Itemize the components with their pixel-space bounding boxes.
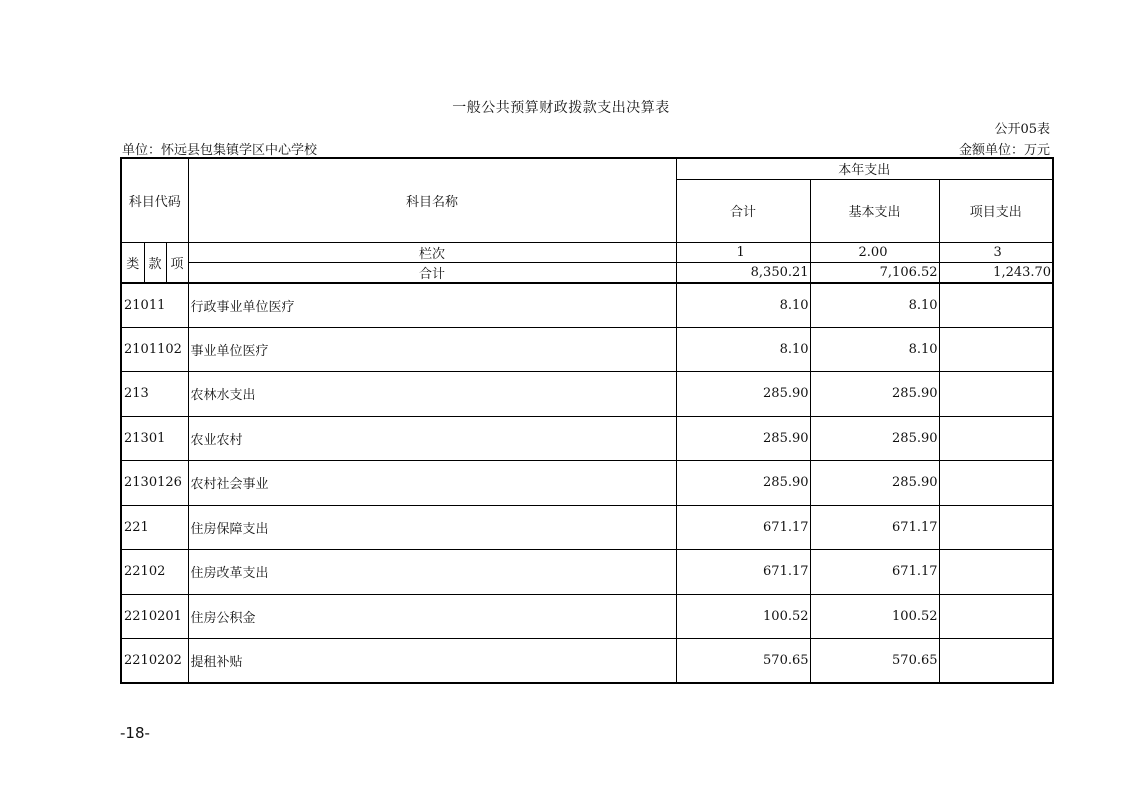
row-basic: 8.10 [810, 283, 939, 328]
header-project: 项目支出 [939, 179, 1053, 242]
row-name: 住房保障支出 [188, 505, 676, 550]
row-name: 农业农村 [188, 416, 676, 461]
header-subject-code: 科目代码 [121, 158, 188, 242]
row-basic: 285.90 [810, 416, 939, 461]
row-total: 285.90 [676, 461, 810, 506]
header-lanci: 栏次 [188, 242, 676, 262]
header-subject-name: 科目名称 [188, 158, 676, 242]
col-index-2: 2.00 [810, 242, 939, 262]
sum-basic: 7,106.52 [810, 262, 939, 283]
header-kuan: 款 [144, 242, 166, 283]
row-name: 农村社会事业 [188, 461, 676, 506]
row-name: 住房公积金 [188, 594, 676, 639]
row-project [939, 461, 1053, 506]
row-basic: 671.17 [810, 550, 939, 595]
row-total: 570.65 [676, 639, 810, 684]
table-row [121, 461, 1053, 506]
row-code: 213 [121, 372, 188, 417]
table-row [121, 505, 1053, 550]
amount-unit: 金额单位：万元 [958, 143, 1050, 158]
page-number: -18- [120, 724, 150, 742]
sum-total: 8,350.21 [676, 262, 810, 283]
row-code: 2210202 [121, 639, 188, 684]
table-row [121, 327, 1053, 372]
row-project [939, 505, 1053, 550]
sum-label: 合计 [188, 262, 676, 283]
header-cat: 类 [121, 242, 144, 283]
row-basic: 285.90 [810, 461, 939, 506]
col-index-1: 1 [676, 242, 810, 262]
row-basic: 8.10 [810, 327, 939, 372]
row-code: 21301 [121, 416, 188, 461]
row-name: 提租补贴 [188, 639, 676, 684]
row-code: 2130126 [121, 461, 188, 506]
row-project [939, 550, 1053, 595]
row-project [939, 283, 1053, 328]
row-code: 221 [121, 505, 188, 550]
row-project [939, 327, 1053, 372]
header-basic: 基本支出 [810, 179, 939, 242]
row-total: 671.17 [676, 505, 810, 550]
table-row [121, 550, 1053, 595]
row-name: 农林水支出 [188, 372, 676, 417]
row-name: 住房改革支出 [188, 550, 676, 595]
row-project [939, 372, 1053, 417]
report-title: 一般公共预算财政拨款支出决算表 [452, 100, 670, 116]
table-row [121, 639, 1053, 684]
row-name: 行政事业单位医疗 [188, 283, 676, 328]
row-total: 285.90 [676, 416, 810, 461]
row-total: 100.52 [676, 594, 810, 639]
row-code: 2101102 [121, 327, 188, 372]
header-total: 合计 [676, 179, 810, 242]
header-xiang: 项 [166, 242, 188, 283]
row-project [939, 639, 1053, 684]
row-basic: 570.65 [810, 639, 939, 684]
row-basic: 100.52 [810, 594, 939, 639]
row-total: 671.17 [676, 550, 810, 595]
header-year-expense: 本年支出 [676, 158, 1053, 179]
row-code: 21011 [121, 283, 188, 328]
row-basic: 671.17 [810, 505, 939, 550]
table-row [121, 416, 1053, 461]
col-index-3: 3 [939, 242, 1053, 262]
row-total: 8.10 [676, 327, 810, 372]
row-total: 8.10 [676, 283, 810, 328]
expense-table [120, 157, 1054, 684]
row-project [939, 594, 1053, 639]
row-name: 事业单位医疗 [188, 327, 676, 372]
sum-project: 1,243.70 [939, 262, 1053, 283]
table-row [121, 594, 1053, 639]
table-row [121, 372, 1053, 417]
form-number: 公开05表 [994, 122, 1050, 137]
reporting-unit: 单位：怀远县包集镇学区中心学校 [122, 143, 318, 158]
row-code: 22102 [121, 550, 188, 595]
table-row [121, 283, 1053, 328]
row-project [939, 416, 1053, 461]
row-basic: 285.90 [810, 372, 939, 417]
row-total: 285.90 [676, 372, 810, 417]
row-code: 2210201 [121, 594, 188, 639]
